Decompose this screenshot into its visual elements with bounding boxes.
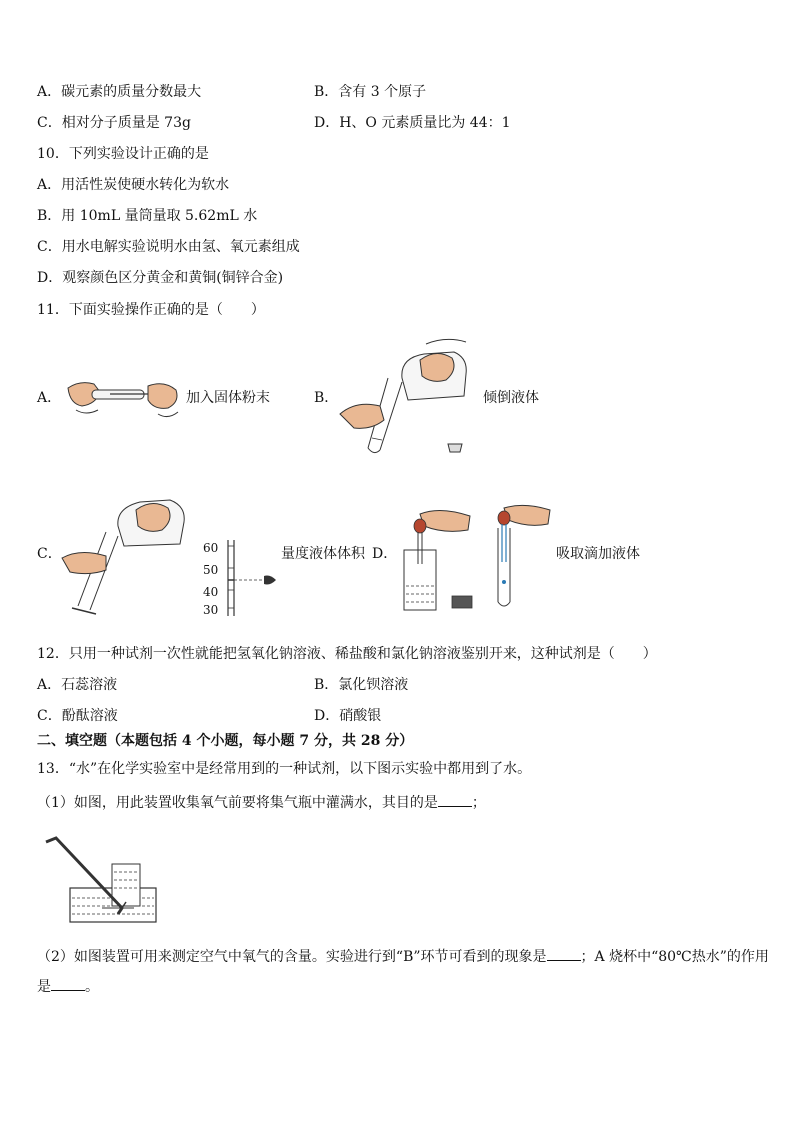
section-heading: 二、填空题（本题包括 4 个小题，每小题 7 分，共 28 分） [37, 733, 414, 749]
q13-part2-text-a: （2）如图装置可用来测定空气中氧气的含量。实验进行到“B”环节可看到的现象是 [37, 949, 547, 965]
pouring-liquid-illustration [336, 334, 476, 462]
graduated-cylinder-pouring-illustration [60, 486, 200, 616]
q13-part2-text-d: 。 [85, 979, 99, 995]
adding-powder-illustration [64, 370, 184, 430]
cylinder-tick-30: 30 [203, 603, 219, 617]
answer-blank-1[interactable] [438, 792, 472, 807]
dropper-test-tube-illustration [490, 502, 554, 612]
q10-option-d: D．观察颜色区分黄金和黄铜(铜锌合金) [37, 270, 284, 286]
q11-option-d-letter: D． [372, 546, 398, 562]
dropper-bottle-illustration [396, 506, 478, 616]
q9-option-a: A．碳元素的质量分数最大 [37, 84, 202, 100]
q11-option-a-caption: 加入固体粉末 [186, 390, 270, 406]
q11-stem: 11．下面实验操作正确的是（ ） [37, 302, 265, 318]
answer-blank-3[interactable] [51, 976, 85, 991]
q10-option-a: A．用活性炭使硬水转化为软水 [37, 177, 230, 193]
q11-option-d-caption: 吸取滴加液体 [556, 546, 640, 562]
q13-part2-line1 [37, 946, 769, 966]
q11-option-b-caption: 倾倒液体 [483, 390, 539, 406]
q13-part1 [37, 792, 486, 812]
q10-stem: 10．下列实验设计正确的是 [37, 146, 209, 162]
water-displacement-apparatus [42, 834, 162, 926]
answer-blank-2[interactable] [547, 946, 581, 961]
q10-option-b: B．用 10mL 量筒量取 5.62mL 水 [37, 208, 258, 224]
q11-option-b-letter: B． [314, 390, 339, 406]
q13-part1-text: （1）如图，用此装置收集氧气前要将集气瓶中灌满水，其目的是 [37, 795, 438, 811]
q11-option-c-letter: C． [37, 546, 62, 562]
q12-option-b: B．氯化钡溶液 [314, 677, 409, 693]
q13-part2-text-b: ；A 烧杯中“80℃热水”的作用 [580, 949, 769, 965]
q12-stem: 12．只用一种试剂一次性就能把氢氧化钠溶液、稀盐酸和氯化钠溶液鉴别开来，这种试剂是（ ） [37, 646, 657, 662]
q13-part2-line2 [37, 976, 99, 996]
q9-option-b: B．含有 3 个原子 [314, 84, 427, 100]
q11-option-a-letter: A． [37, 390, 62, 406]
cylinder-tick-40: 40 [203, 585, 219, 599]
q9-option-d: D．H、O 元素质量比为 44：1 [314, 115, 511, 131]
q13-part2-text-c: 是 [37, 979, 51, 995]
q12-option-d: D．硝酸银 [314, 708, 382, 724]
q10-option-c: C．用水电解实验说明水由氢、氧元素组成 [37, 239, 300, 255]
q12-option-c: C．酚酞溶液 [37, 708, 118, 724]
q9-option-c: C．相对分子质量是 73g [37, 115, 191, 131]
cylinder-tick-50: 50 [203, 563, 219, 577]
cylinder-tick-60: 60 [203, 541, 219, 555]
q13-stem: 13．“水”在化学实验室中是经常用到的一种试剂，以下图示实验中都用到了水。 [37, 761, 532, 777]
q13-part1-end: ； [471, 795, 486, 811]
q11-option-c-caption: 量度液体体积 [281, 546, 365, 562]
q12-option-a: A．石蕊溶液 [37, 677, 118, 693]
